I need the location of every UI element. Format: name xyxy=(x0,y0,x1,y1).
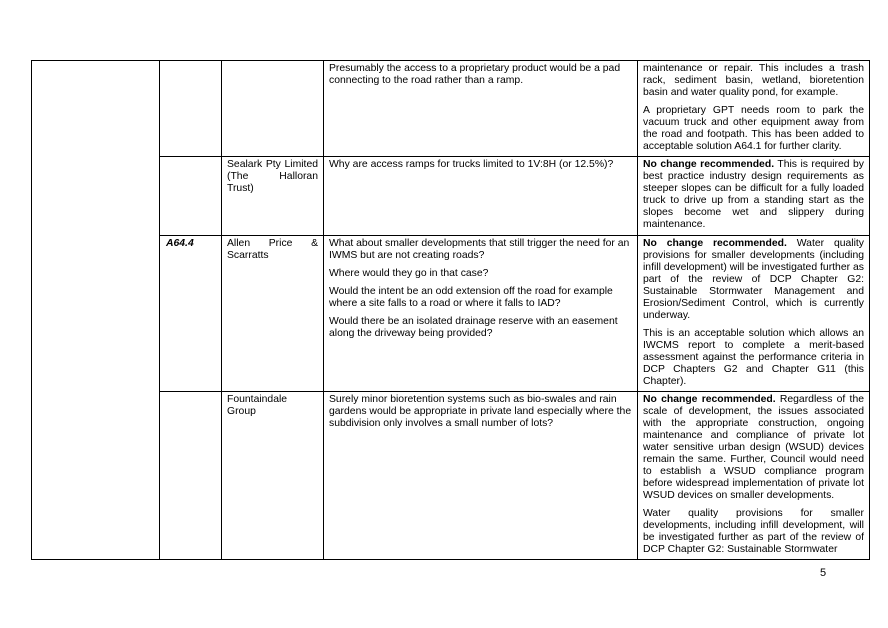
response-cell xyxy=(638,236,870,392)
response-bold: No change recommended. xyxy=(643,159,775,170)
issue-cell xyxy=(324,157,638,236)
issue-paragraph: Would there be an isolated drainage reserve with an easement along the driveway being provided? xyxy=(329,316,618,339)
submitter-cell: Allen Price & Scarratts xyxy=(222,236,324,392)
response-paragraph xyxy=(643,238,864,322)
response-cell xyxy=(638,61,870,157)
issue-cell xyxy=(324,61,638,157)
blank-column-cell xyxy=(32,61,160,560)
response-text: maintenance or repair. This includes a trash rack, sediment basin, wetland, bioretention basin and water quality pond, for example. xyxy=(643,63,864,98)
issue-paragraph: Why are access ramps for trucks limited to 1V:8H (or 12.5%)? xyxy=(329,159,614,170)
response-paragraph xyxy=(643,394,864,502)
submitter-cell: Sealark Pty Limited (The Halloran Trust) xyxy=(222,157,324,236)
response-paragraph: This is an acceptable solution which allows an IWCMS report to complete a merit-based assessment against the performance criteria in DCP Chapters G2 and Chapter G11 (this Chapter). xyxy=(643,328,864,387)
response-paragraph xyxy=(643,159,864,231)
response-text: Regardless of the scale of development, the issues associated with the appropriate construction, ongoing maintenance and compliance of private lot water sensitive urban design (WSUD) devices remain the same. Further, Council would need to establish a WSUD compliance program before widespread implementation of private lot WSUD devices on smaller developments. xyxy=(643,394,865,501)
issue-paragraph: What about smaller developments that still trigger the need for an IWMS but are not creating roads? xyxy=(329,238,630,261)
issue-paragraph: Where would they go in that case? xyxy=(329,268,489,279)
submissions-table xyxy=(31,60,870,560)
response-cell xyxy=(638,157,870,236)
response-paragraph: Water quality provisions for smaller developments, including infill development, will be investigated further as part of the review of DCP Chapter G2: Sustainable Stormwater xyxy=(643,508,864,555)
issue-paragraph: Surely minor bioretention systems such as bio-swales and rain gardens would be appropriate in private land especially where the subdivision only involves a small number of lots? xyxy=(329,394,632,429)
issue-cell xyxy=(324,392,638,560)
response-text: This is required by best practice industry design requirements as steeper slopes can be difficult for a fully loaded truck to drive up from a standing start as the slopes become wet and slippery during maintenance. xyxy=(643,159,864,230)
submitter-cell: Fountaindale Group xyxy=(222,392,324,560)
response-text: Water quality provisions for smaller developments (including infill development) will be investigated further as part of the review of DCP Chapter G2: Sustainable Stormwater Management and Erosion/Sediment Control, which is currently underway. xyxy=(643,238,864,321)
table-row xyxy=(32,61,870,157)
issue-cell xyxy=(324,236,638,392)
response-bold: No change recommended. xyxy=(643,394,776,405)
response-cell xyxy=(638,392,870,560)
response-bold: No change recommended. xyxy=(643,238,787,249)
page-number: 5 xyxy=(820,567,827,579)
ref-cell xyxy=(160,157,222,236)
submitter-cell xyxy=(222,61,324,157)
issue-paragraph: Would the intent be an odd extension off the road for example where a site falls to a road or where it falls to IAD? xyxy=(329,286,613,309)
ref-cell: A64.4 xyxy=(160,236,222,392)
response-paragraph xyxy=(643,63,864,99)
ref-cell xyxy=(160,392,222,560)
ref-cell xyxy=(160,61,222,157)
response-paragraph: A proprietary GPT needs room to park the vacuum truck and other equipment away from the road and footpath. This has been added to acceptable solution A64.1 for further clarity. xyxy=(643,105,864,152)
issue-paragraph: Presumably the access to a proprietary product would be a pad connecting to the road rather than a ramp. xyxy=(329,63,621,86)
